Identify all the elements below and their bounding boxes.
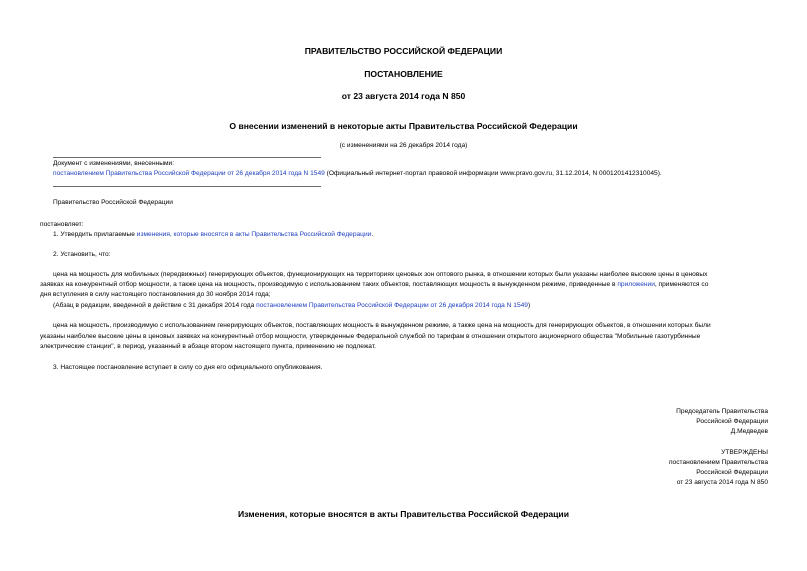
approved-date-number: от 23 августа 2014 года N 850 bbox=[676, 479, 768, 486]
government-line: Правительство Российской Федерации bbox=[53, 199, 173, 206]
annex-title: Изменения, которые вносятся в акты Правительства Российской Федерации bbox=[237, 509, 569, 519]
paragraph-2-line-1: цена на мощность, производимую с использованием генерирующих объектов, поставляющих мощность в вынужденном режиме, а также цена на мощность для генерирующих объектов, в отношении которых были bbox=[53, 322, 711, 329]
document-type-heading: ПОСТАНОВЛЕНИЕ bbox=[364, 69, 443, 79]
appendix-link[interactable]: приложении bbox=[617, 281, 655, 288]
document-title: О внесении изменений в некоторые акты Правительства Российской Федерации bbox=[229, 121, 578, 131]
item-1 bbox=[53, 231, 373, 238]
edition-resolution-link[interactable]: постановлением Правительства Российской Федерации от 26 декабря 2014 года N 1549 bbox=[256, 302, 528, 309]
paragraph-1-line-3: дня вступления в силу настоящего постановления до 30 ноября 2014 года; bbox=[40, 291, 271, 298]
resolves-line: постановляет: bbox=[40, 221, 84, 228]
signature-country: Российской Федерации bbox=[696, 418, 768, 425]
paragraph-1-line-2-prefix: заявках на конкурентный отбор мощности, а также цена на мощность, производимую с использованием таких объектов, поставляющих мощность в вынужденном режиме, приведенные в bbox=[40, 281, 618, 288]
changes-annex-link[interactable]: изменения, которые вносятся в акты Правительства Российской Федерации bbox=[136, 231, 372, 238]
paragraph-2-line-3: электрические станции", в период, указанный в абзаце втором настоящего пункта, применению не подлежат. bbox=[40, 343, 376, 350]
paragraph-1-line-1: цена на мощность для мобильных (передвижных) генерирующих объектов, функционирующих на территориях ценовых зон оптового рынка, в отношении которых были указаны наиболее высокие цены в ценовых bbox=[53, 271, 708, 278]
revision-note: (с изменениями на 26 декабря 2014 года) bbox=[339, 142, 468, 149]
changes-box-line bbox=[53, 170, 662, 177]
item-3: 3. Настоящее постановление вступает в силу со дня его официального опубликования. bbox=[53, 364, 323, 371]
changes-box-bottom-rule bbox=[53, 186, 321, 187]
item-1-prefix: 1. Утвердить прилагаемые bbox=[53, 231, 137, 238]
publication-source: (Официальный интернет-портал правовой информации www.pravo.gov.ru, 31.12.2014, N 0001201412310045). bbox=[324, 170, 662, 177]
signature-name: Д.Медведев bbox=[730, 428, 768, 435]
approved-country: Российской Федерации bbox=[696, 469, 768, 476]
amending-resolution-link[interactable]: постановлением Правительства Российской Федерации от 26 декабря 2014 года N 1549 bbox=[53, 170, 325, 177]
item-2: 2. Установить, что: bbox=[53, 251, 111, 258]
edition-note-suffix: ) bbox=[527, 302, 531, 309]
changes-box-intro: Документ с изменениями, внесенными: bbox=[53, 160, 175, 167]
approved-block bbox=[669, 448, 768, 488]
signature-position: Председатель Правительства bbox=[676, 408, 768, 415]
edition-note-prefix: (Абзац в редакции, введенной в действие с 31 декабря 2014 года bbox=[53, 302, 257, 309]
paragraph-1-edition-note bbox=[53, 302, 530, 309]
item-1-suffix: . bbox=[371, 231, 374, 238]
paragraph-2-line-2: указаны наиболее высокие цены в ценовых заявках на конкурентный отбор мощности, утвержденные Федеральной службой по тарифам в отношении открытого акционерного общества "Мобильные газотурбинные bbox=[40, 333, 701, 340]
approved-heading: УТВЕРЖДЕНЫ bbox=[721, 449, 768, 456]
approved-by: постановлением Правительства bbox=[668, 459, 768, 466]
date-number-heading: от 23 августа 2014 года N 850 bbox=[341, 91, 466, 101]
paragraph-1-line-2 bbox=[40, 281, 708, 288]
signature-block bbox=[676, 407, 768, 437]
paragraph-1-line-2-suffix: , применяются со bbox=[654, 281, 709, 288]
government-heading: ПРАВИТЕЛЬСТВО РОССИЙСКОЙ ФЕДЕРАЦИИ bbox=[304, 46, 503, 56]
changes-box-top-rule bbox=[53, 157, 321, 158]
